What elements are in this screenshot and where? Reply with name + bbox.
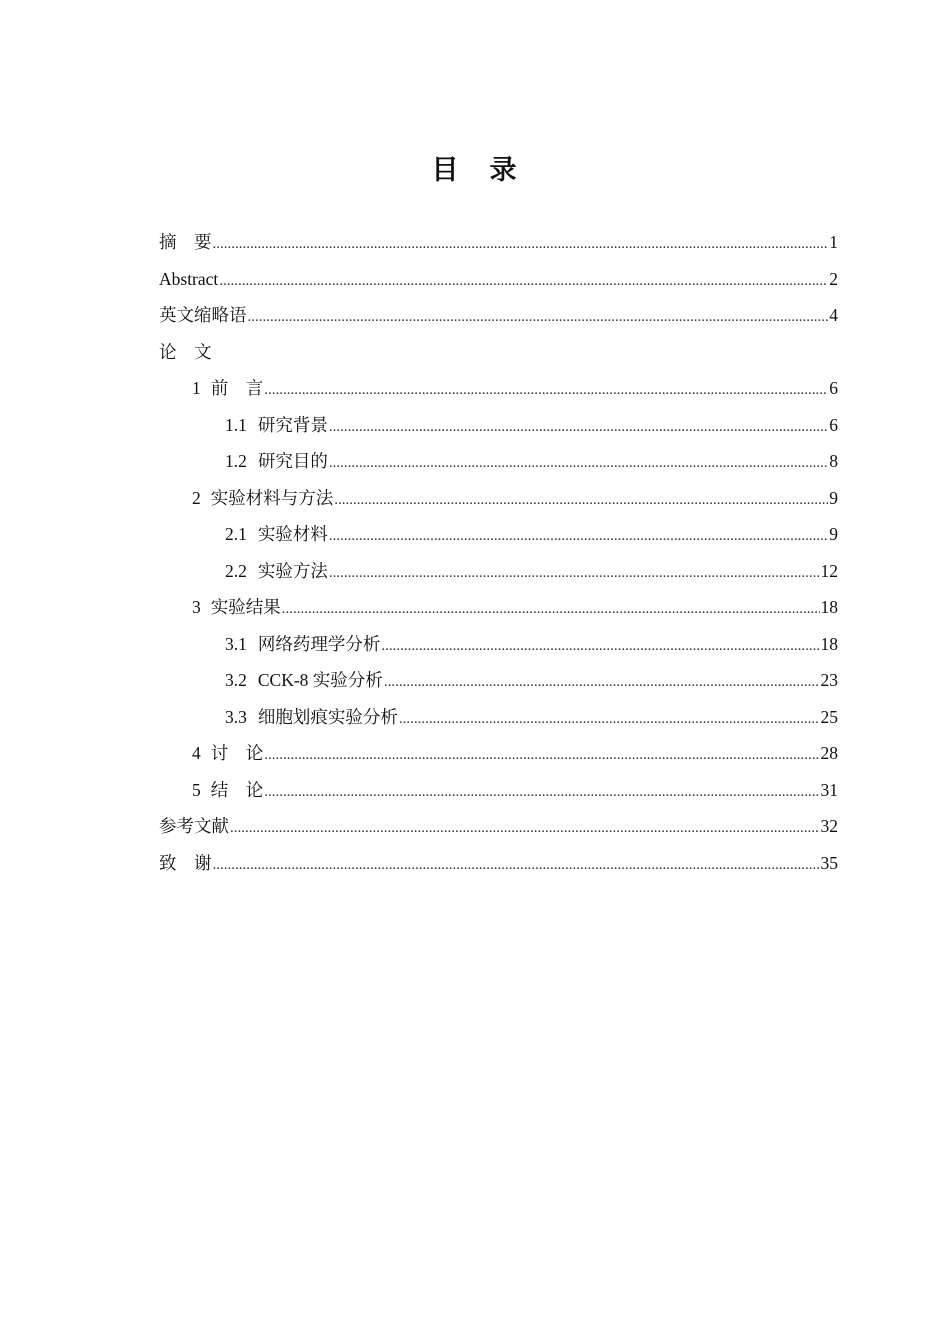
toc-entry[interactable] xyxy=(159,443,838,480)
toc-entry-number: 2.1 xyxy=(225,524,247,544)
toc-dot-leader xyxy=(264,737,819,774)
toc-entry-label: 结 论 xyxy=(210,779,264,800)
toc-entry[interactable] xyxy=(159,516,838,553)
toc-entry-page-number: 1 xyxy=(829,232,838,252)
toc-entry[interactable] xyxy=(159,261,838,298)
toc-entry-number: 1 xyxy=(192,378,201,398)
toc-dot-leader xyxy=(248,299,829,336)
toc-entry[interactable] xyxy=(159,297,838,334)
toc-dot-leader xyxy=(334,482,828,519)
toc-entry-page-number: 8 xyxy=(829,451,838,471)
toc-entry-label: 致 谢 xyxy=(159,852,212,873)
toc-entry[interactable] xyxy=(159,370,838,407)
toc-dot-leader xyxy=(230,810,820,847)
toc-entry-page-number: 2 xyxy=(829,268,838,289)
toc-entry[interactable] xyxy=(159,334,838,371)
toc-dot-leader xyxy=(213,226,829,263)
toc-entry[interactable] xyxy=(159,699,838,736)
toc-dot-leader xyxy=(329,518,828,555)
toc-entry-page-number: 6 xyxy=(829,414,838,435)
toc-entry-label: 细胞划痕实验分析 xyxy=(257,706,398,727)
toc-entry-page-number: 32 xyxy=(820,816,838,836)
toc-entry-page-number: 9 xyxy=(829,487,838,508)
toc-entry-page-number: 12 xyxy=(820,560,838,581)
toc-entry-label: 研究背景 xyxy=(257,414,328,435)
toc-entry[interactable] xyxy=(159,662,838,699)
toc-entry[interactable] xyxy=(159,772,838,809)
toc-dot-leader xyxy=(399,701,820,738)
toc-entry[interactable] xyxy=(159,808,838,845)
toc-entry-label: 前 言 xyxy=(210,378,264,398)
toc-entry-label: 研究目的 xyxy=(257,451,328,471)
toc-entry-label: 实验材料 xyxy=(257,524,328,544)
toc-dot-leader xyxy=(329,409,828,446)
toc-entry-number: 2.2 xyxy=(225,560,247,581)
toc-entry-number: 3.2 xyxy=(225,670,247,690)
toc-entry-number: 3 xyxy=(192,597,201,617)
toc-dot-leader xyxy=(282,591,820,628)
toc-dot-leader xyxy=(329,555,820,592)
toc-entry-number: 3.3 xyxy=(225,706,247,727)
toc-entry-page-number: 6 xyxy=(829,378,838,398)
toc-entry-label: 讨 论 xyxy=(210,743,264,763)
toc-entry[interactable] xyxy=(159,407,838,444)
toc-entry-number: 2 xyxy=(192,487,201,508)
toc-entry[interactable] xyxy=(159,735,838,772)
toc-title: 目 录 xyxy=(431,155,519,186)
toc-dot-leader xyxy=(329,445,828,482)
toc-entry-label: 论 文 xyxy=(159,341,212,362)
toc-entry[interactable] xyxy=(159,224,838,261)
toc-entry[interactable] xyxy=(159,553,838,590)
toc-entry-page-number: 23 xyxy=(820,670,838,690)
table-of-contents xyxy=(159,224,838,881)
toc-entry-number: 4 xyxy=(192,743,201,763)
toc-entry-page-number: 4 xyxy=(829,305,838,325)
toc-entry-number: 1.2 xyxy=(225,451,247,471)
toc-entry-number: 1.1 xyxy=(225,414,247,435)
toc-entry-label: Abstract xyxy=(159,268,219,289)
toc-entry-page-number: 18 xyxy=(820,633,838,654)
toc-entry-page-number: 35 xyxy=(820,852,838,873)
toc-entry-number: 5 xyxy=(192,779,201,800)
toc-entry-label: 英文缩略语 xyxy=(159,305,247,325)
toc-dot-leader xyxy=(381,628,819,665)
toc-entry-page-number: 31 xyxy=(820,779,838,800)
toc-entry-label: 参考文献 xyxy=(159,816,229,836)
toc-entry-page-number: 18 xyxy=(820,597,838,617)
toc-entry-label: CCK-8 实验分析 xyxy=(257,670,383,690)
toc-entry-label: 实验材料与方法 xyxy=(210,487,334,508)
toc-entry-label: 摘 要 xyxy=(159,232,212,252)
toc-entry[interactable] xyxy=(159,626,838,663)
toc-dot-leader xyxy=(213,847,820,884)
toc-dot-leader xyxy=(219,263,828,300)
toc-entry-number: 3.1 xyxy=(225,633,247,654)
toc-entry-label: 实验方法 xyxy=(257,560,328,581)
toc-dot-leader xyxy=(264,372,828,409)
toc-entry[interactable] xyxy=(159,845,838,882)
toc-entry-page-number: 25 xyxy=(820,706,838,727)
toc-entry[interactable] xyxy=(159,589,838,626)
toc-dot-leader xyxy=(384,664,820,701)
toc-dot-leader xyxy=(264,774,819,811)
toc-entry-label: 实验结果 xyxy=(210,597,281,617)
toc-entry-page-number: 9 xyxy=(829,524,838,544)
toc-entry[interactable] xyxy=(159,480,838,517)
toc-entry-label: 网络药理学分析 xyxy=(257,633,381,654)
toc-entry-page-number: 28 xyxy=(820,743,838,763)
